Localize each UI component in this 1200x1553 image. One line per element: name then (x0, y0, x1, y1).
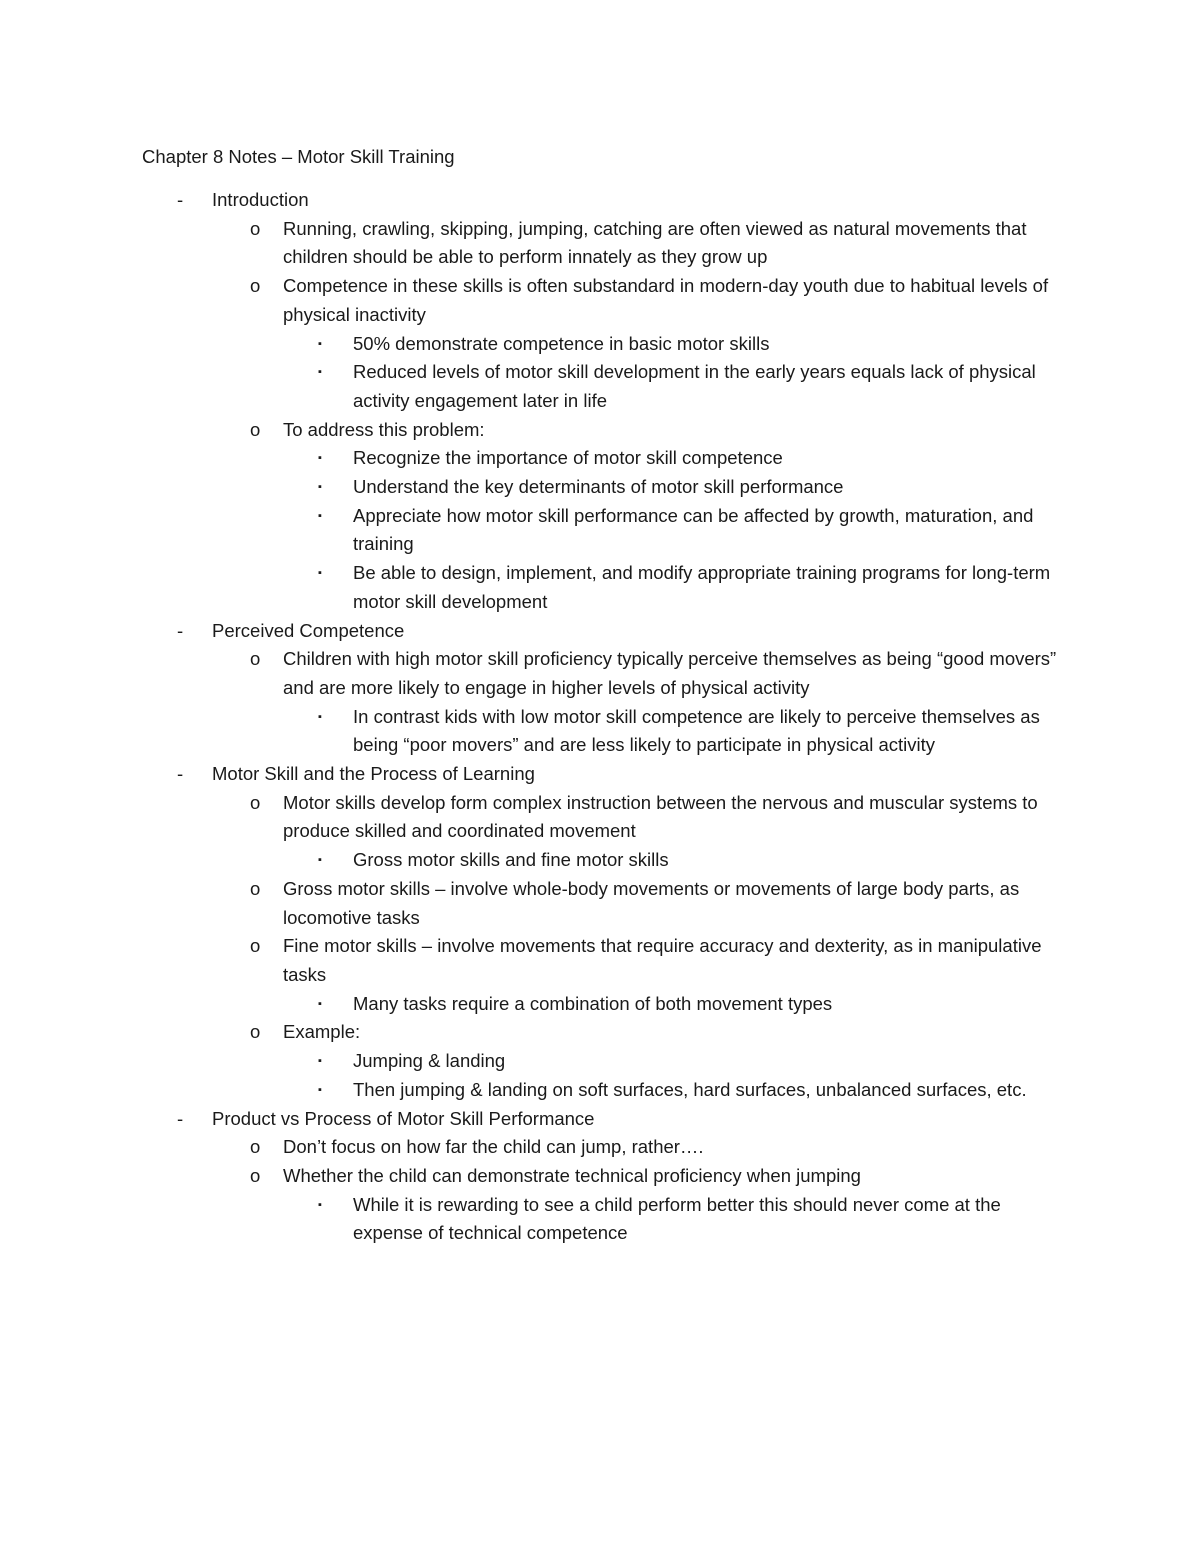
bullet-marker: ▪ (318, 366, 322, 379)
detail-list (0, 703, 1200, 760)
item-text: Competence in these skills is often substandard in modern-day youth due to habitual levels of physical inactivity (283, 275, 1049, 325)
bullet-marker: o (250, 935, 261, 957)
detail-list (0, 1191, 1200, 1248)
point-item (0, 645, 1073, 702)
bullet-marker: o (250, 648, 261, 670)
document-title: Chapter 8 Notes – Motor Skill Training (142, 146, 455, 167)
bullet-marker: ▪ (318, 509, 322, 522)
point-item (0, 215, 1073, 272)
item-text: Motor skills develop form complex instruction between the nervous and muscular systems to produce skilled and coordinated movement (283, 791, 1038, 842)
detail-item (0, 473, 1073, 502)
item-text: Then jumping & landing on soft surfaces, hard surfaces, unbalanced surfaces, etc. (353, 1078, 1027, 1100)
bullet-marker: ▪ (318, 567, 322, 580)
bullet-marker: o (250, 275, 261, 297)
detail-item (0, 990, 1073, 1019)
item-text: Don’t focus on how far the child can jump, rather…. (283, 1136, 704, 1158)
point-item (0, 875, 1073, 932)
notes-outline (0, 186, 1200, 1248)
detail-item (0, 1047, 1073, 1076)
section-list (0, 186, 1200, 1248)
item-text: Appreciate how motor skill performance can be affected by growth, maturation, and training (353, 504, 1034, 555)
bullet-marker: ▪ (318, 710, 322, 723)
section-heading (0, 186, 1072, 215)
bullet-marker: - (177, 763, 184, 785)
item-text: Gross motor skills – involve whole-body movements or movements of large body parts, as locomotive tasks (283, 877, 1020, 928)
bullet-marker: - (177, 1107, 184, 1129)
item-text: While it is rewarding to see a child perform better this should never come at the expense of technical competence (353, 1193, 1001, 1244)
bullet-marker: o (250, 877, 261, 899)
detail-item (0, 330, 1073, 359)
detail-item (0, 703, 1073, 760)
detail-list (0, 990, 1200, 1019)
section-heading (0, 617, 1072, 646)
bullet-marker: o (250, 1164, 261, 1186)
item-text: Reduced levels of motor skill development in the early years equals lack of physical activity engagement later in life (353, 361, 1036, 411)
item-text: Gross motor skills and fine motor skills (353, 849, 669, 871)
item-text: Example: (283, 1021, 361, 1043)
item-text: Whether the child can demonstrate technical proficiency when jumping (283, 1164, 861, 1186)
point-item (0, 416, 1073, 445)
bullet-marker: o (250, 217, 261, 239)
item-text: Introduction (212, 189, 309, 210)
point-item (0, 1018, 1073, 1047)
bullet-marker: ▪ (318, 854, 322, 867)
detail-item (0, 358, 1073, 415)
bullet-marker: o (250, 1021, 261, 1043)
item-text: In contrast kids with low motor skill competence are likely to perceive themselves as being “poor movers” and are less likely to participate in physical activity (353, 705, 1040, 756)
detail-item (0, 1191, 1073, 1248)
bullet-marker: ▪ (318, 452, 322, 465)
detail-item (0, 559, 1073, 616)
point-item (0, 932, 1073, 989)
point-list (0, 1133, 1200, 1248)
detail-list (0, 330, 1200, 416)
point-item (0, 272, 1073, 329)
detail-list (0, 846, 1200, 875)
bullet-marker: ▪ (318, 1055, 322, 1068)
bullet-marker: ▪ (318, 481, 322, 494)
detail-item (0, 444, 1073, 473)
detail-item (0, 846, 1073, 875)
item-text: Many tasks require a combination of both movement types (353, 992, 833, 1014)
bullet-marker: - (177, 619, 184, 641)
bullet-marker: o (250, 418, 261, 440)
item-text: Motor Skill and the Process of Learning (212, 763, 535, 785)
detail-list (0, 444, 1200, 616)
section-heading (0, 1105, 1072, 1134)
detail-list (0, 1047, 1200, 1104)
item-text: Jumping & landing (353, 1050, 506, 1072)
bullet-marker: o (250, 1136, 261, 1158)
item-text: Be able to design, implement, and modify appropriate training programs for long-term motor skill development (353, 562, 1051, 612)
detail-item (0, 502, 1073, 559)
item-text: Children with high motor skill proficiency typically perceive themselves as being “good movers” and are more likely to engage in higher levels of physical activity (283, 648, 1057, 698)
section-heading (0, 760, 1072, 789)
bullet-marker: - (177, 189, 184, 210)
item-text: Running, crawling, skipping, jumping, catching are often viewed as natural movements that children should be able to perform innately as they grow up (283, 217, 1027, 268)
point-item (0, 1133, 1073, 1162)
point-list (0, 645, 1200, 760)
bullet-marker: ▪ (318, 1198, 322, 1211)
detail-item (0, 1076, 1073, 1105)
item-text: Product vs Process of Motor Skill Performance (212, 1107, 595, 1129)
point-item (0, 1162, 1073, 1191)
point-list (0, 215, 1200, 617)
item-text: 50% demonstrate competence in basic motor skills (353, 332, 770, 354)
bullet-marker: ▪ (318, 337, 322, 350)
item-text: Fine motor skills – involve movements that require accuracy and dexterity, as in manipulative tasks (283, 935, 1042, 985)
point-item (0, 789, 1073, 846)
point-list (0, 789, 1200, 1105)
bullet-marker: ▪ (318, 997, 322, 1010)
item-text: To address this problem: (283, 418, 485, 440)
item-text: Perceived Competence (212, 619, 405, 641)
item-text: Recognize the importance of motor skill competence (353, 447, 783, 469)
bullet-marker: o (250, 791, 261, 813)
item-text: Understand the key determinants of motor skill performance (353, 476, 844, 498)
bullet-marker: ▪ (318, 1083, 322, 1096)
